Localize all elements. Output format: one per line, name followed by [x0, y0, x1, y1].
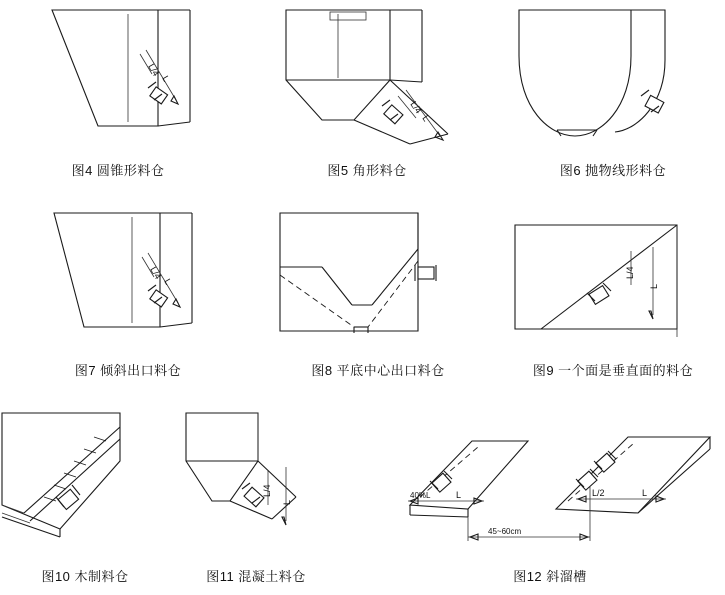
- chute-right-body: [556, 437, 710, 513]
- fig11-drawing: [168, 405, 348, 560]
- dim-label-l: L: [649, 283, 659, 289]
- dim-label-l-quarter: L/4: [148, 265, 164, 281]
- vibrator-body: [244, 487, 264, 507]
- vibrator-body: [645, 95, 664, 113]
- caption-fig6: 图6 抛物线形料仓: [559, 163, 667, 178]
- hopper-outline: [54, 213, 160, 327]
- figure-fig10: [0, 405, 160, 560]
- dim-label-l: L: [162, 277, 174, 287]
- vibrator-body: [418, 267, 434, 279]
- dim-label-l: L: [282, 499, 292, 505]
- dim-line-L: [406, 90, 440, 136]
- vibrator-bracket-1: [242, 483, 250, 489]
- dim-label-45-60cm: 45~60cm: [488, 527, 522, 536]
- chute-left-bottom: [410, 515, 468, 517]
- dim-label-l-quarter: L/4: [408, 99, 424, 116]
- right-bottom-edge: [160, 323, 192, 327]
- fig5-drawing: [270, 4, 480, 154]
- dim-label-l-quarter: L/4: [625, 266, 635, 279]
- vibrator-unit: [641, 90, 664, 113]
- fig10-drawing: [0, 405, 160, 560]
- dim-label-l-quarter: L/4: [146, 62, 162, 78]
- fig12-drawing: [380, 405, 725, 560]
- vibrator-body: [384, 105, 403, 124]
- fig7-drawing: [40, 205, 230, 355]
- fig6-drawing: [505, 4, 705, 154]
- caption-fig12: 图12 斜溜槽: [513, 569, 587, 584]
- hopper-outline: [52, 10, 158, 126]
- figure-fig5: [270, 4, 480, 154]
- caption-fig10: 图10 木制料仓: [41, 569, 129, 584]
- right-mid-edge: [390, 80, 422, 82]
- caption-fig11: 图11 混凝土料仓: [206, 569, 306, 584]
- dim-label-l-half: L/2: [592, 488, 605, 498]
- dim-arrow: [173, 299, 180, 307]
- vibrator-unit: [382, 100, 403, 124]
- caption-fig4: 图4 圆锥形料仓: [71, 163, 165, 178]
- caption-fig7: 图7 倾斜出口料仓: [74, 363, 182, 378]
- vibrator-bracket-1: [382, 100, 390, 106]
- dim-label-l: L: [420, 113, 432, 124]
- hopper-outline: [280, 213, 418, 331]
- outlet-edge: [354, 120, 410, 144]
- caption-fig9: 图9 一个面是垂直面的料仓: [532, 363, 694, 378]
- fig8-drawing: [268, 205, 478, 355]
- dim-label-l-left: L: [456, 490, 462, 500]
- figure-fig6: [505, 4, 705, 154]
- figure-fig4: [40, 4, 230, 154]
- hopper-outline: [186, 413, 258, 501]
- dim-label-l-right: L: [642, 488, 648, 498]
- figure-fig7: [40, 205, 230, 355]
- right-bottom-edge: [158, 122, 190, 126]
- outlet-edge: [230, 501, 272, 519]
- dim-arrow: [171, 96, 178, 104]
- figure-fig8: [268, 205, 478, 355]
- dim-label-l: L: [160, 74, 172, 84]
- figure-fig11: [168, 405, 348, 560]
- dim-arrow: [282, 517, 286, 525]
- dim-label-40-percent-l: 40%L: [410, 491, 431, 500]
- vibrator-bracket-1: [641, 90, 649, 96]
- figure-fig12: [380, 405, 725, 560]
- fig4-drawing: [40, 4, 230, 154]
- caption-fig5: 图5 角形料仓: [327, 163, 407, 178]
- figure-fig9: [505, 205, 710, 355]
- dim-label-l-quarter: L/4: [262, 484, 272, 497]
- vibrator-unit: [415, 265, 436, 281]
- fig9-drawing: [505, 205, 710, 355]
- hopper-outline: [519, 10, 631, 136]
- vibrator-unit: [242, 483, 264, 507]
- caption-fig8: 图8 平底中心出口料仓: [311, 363, 445, 378]
